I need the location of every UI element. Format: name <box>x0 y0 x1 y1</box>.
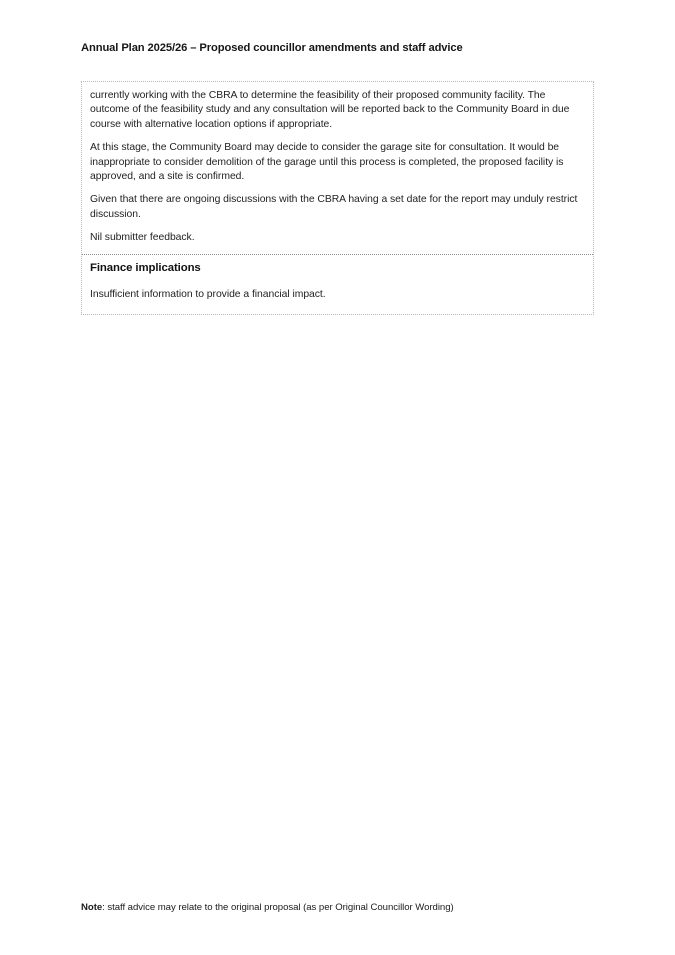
finance-implications-body: Insufficient information to provide a financial impact. <box>90 288 326 300</box>
footer-note-text: : staff advice may relate to the original proposal (as per Original Councillor Wording) <box>102 902 454 913</box>
finance-implications-section <box>82 254 593 314</box>
staff-advice-paragraph: Nil submitter feedback. <box>90 232 195 244</box>
staff-advice-paragraph: At this stage, the Community Board may decide to consider the garage site for consultation. It would be inappropriate to consider demolition of the garage until this process is completed, the proposed facility is approved, and a site is confirmed. <box>90 142 564 183</box>
finance-implications-heading: Finance implications <box>90 261 201 274</box>
staff-advice-paragraph: Given that there are ongoing discussions with the CBRA having a set date for the report may unduly restrict discussion. <box>90 194 578 220</box>
content-table <box>81 81 594 315</box>
staff-advice-paragraph: currently working with the CBRA to determine the feasibility of their proposed community facility. The outcome of the feasibility study and any consultation will be reported back to the Community Board in due course with alternative location options if appropriate. <box>90 90 570 130</box>
page-title: Annual Plan 2025/26 – Proposed councillor amendments and staff advice <box>81 42 463 54</box>
footer-note-label: Note <box>81 902 103 913</box>
footer-note <box>81 901 611 914</box>
staff-advice-section <box>82 82 593 254</box>
